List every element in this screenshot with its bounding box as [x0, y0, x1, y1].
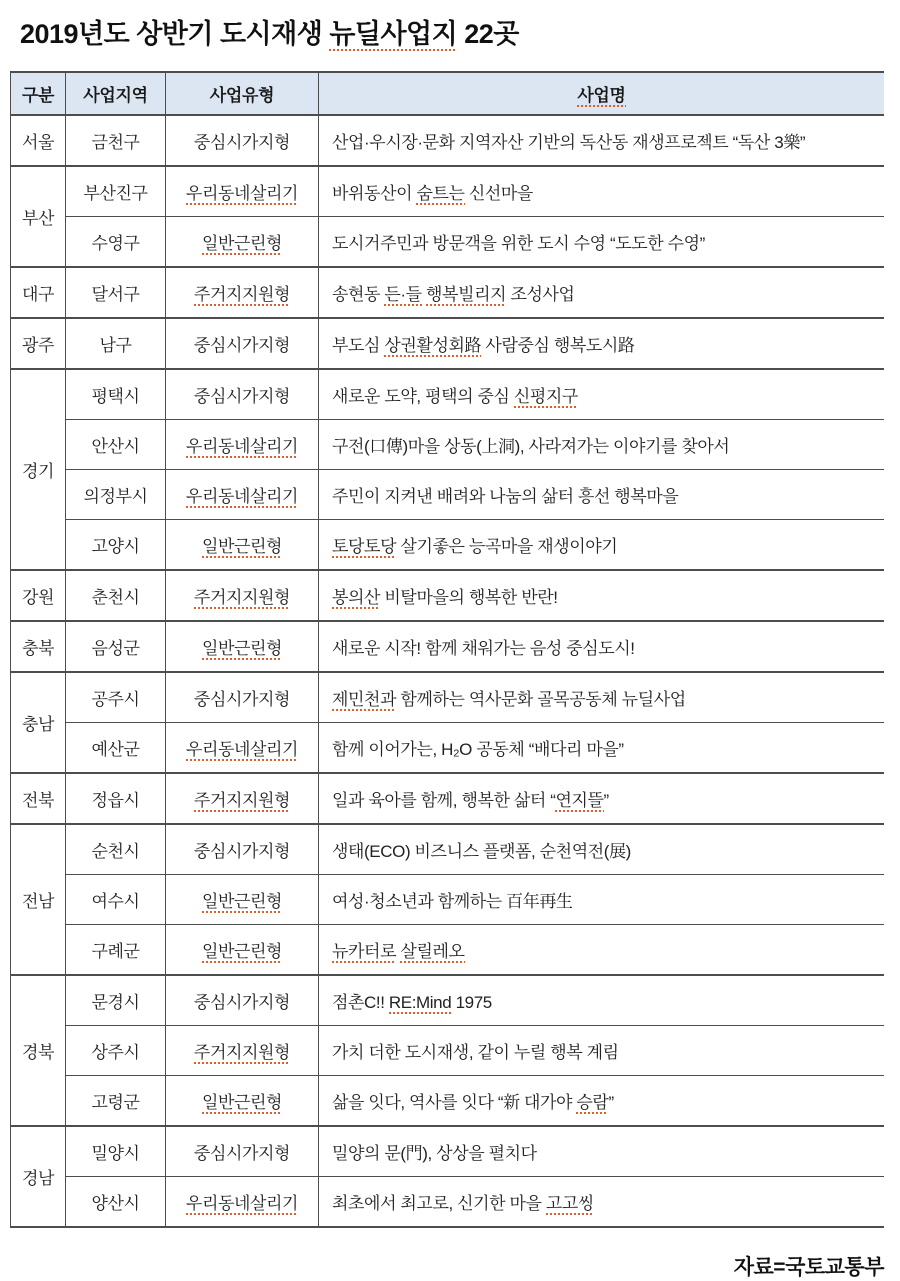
table-row — [11, 672, 885, 723]
spellcheck-underlined-text: 뉴카터로 — [332, 942, 397, 961]
project-name-cell — [319, 267, 885, 318]
type-cell — [166, 217, 319, 268]
table-row — [11, 824, 885, 875]
text-run: 살기좋은 능곡마을 재생이야기 — [396, 537, 618, 556]
source-credit: 자료=국토교통부 — [733, 1256, 884, 1279]
text-run: ” — [603, 791, 609, 810]
table-row — [11, 1076, 885, 1127]
type-cell — [166, 975, 319, 1026]
spellcheck-underlined-text: 일반근린형 — [201, 639, 283, 658]
spellcheck-underlined-text: 든·들 — [384, 285, 422, 304]
area-cell: 음성군 — [66, 621, 166, 672]
project-name-cell — [319, 520, 885, 571]
spellcheck-underlined-text: 우리동네살리기 — [185, 184, 299, 203]
type-cell — [166, 621, 319, 672]
type-cell — [166, 267, 319, 318]
text-run: 함께 이어가는, H₂O 공동체 “배다리 마을” — [332, 740, 624, 759]
spellcheck-underlined-text: RE:Mind — [388, 993, 452, 1012]
table-row — [11, 925, 885, 976]
text-run: 가치 더한 도시재생, 같이 누릴 행복 계림 — [332, 1043, 619, 1062]
text-run: 2019년도 상반기 도시재생 — [20, 19, 330, 49]
table-row — [11, 723, 885, 774]
text-run: 바위동산이 — [332, 184, 417, 203]
text-run: 최초에서 최고로, 신기한 마을 — [332, 1194, 546, 1213]
spellcheck-underlined-text: 상권활성회路 — [384, 336, 482, 355]
spellcheck-underlined-text: 일반근린형 — [201, 942, 283, 961]
project-name-cell — [319, 470, 885, 520]
region-cell: 서울 — [11, 115, 66, 166]
text-run: 도시거주민과 방문객을 위한 도시 수영 “도도한 수영” — [332, 234, 705, 253]
table-row — [11, 369, 885, 420]
type-cell — [166, 318, 319, 369]
page — [0, 16, 900, 1279]
type-cell — [166, 369, 319, 420]
table-row — [11, 420, 885, 470]
project-name-cell — [319, 672, 885, 723]
text-run: 비탈마을의 행복한 반란! — [380, 588, 558, 607]
spellcheck-underlined-text: 행복빌리지 — [426, 285, 507, 304]
text-run: 중심시가지형 — [193, 690, 291, 709]
table-row — [11, 1026, 885, 1076]
project-table — [10, 71, 884, 1228]
type-cell — [166, 520, 319, 571]
text-run: 삶을 잇다, 역사를 잇다 “新 대가야 — [332, 1093, 577, 1112]
spellcheck-underlined-text: 신평지구 — [513, 387, 578, 406]
type-cell — [166, 925, 319, 976]
project-name-cell — [319, 217, 885, 268]
project-name-cell — [319, 1076, 885, 1127]
project-name-cell — [319, 621, 885, 672]
header-label: 사업명 — [577, 86, 626, 105]
text-run: 생태(ECO) 비즈니스 플랫폼, 순천역전(展) — [332, 842, 631, 861]
text-run: 구전(口傳)마을 상동(上洞), 사라져가는 이야기를 찾아서 — [332, 437, 730, 456]
text-run: 조성사업 — [506, 285, 575, 304]
text-run: 1975 — [451, 993, 492, 1012]
spellcheck-underlined-text: 일반근린형 — [201, 1093, 283, 1112]
project-name-cell — [319, 420, 885, 470]
type-cell — [166, 672, 319, 723]
project-name-cell — [319, 1026, 885, 1076]
table-body — [11, 115, 885, 1227]
project-name-cell — [319, 1177, 885, 1228]
region-cell: 부산 — [11, 166, 66, 267]
project-name-cell — [319, 115, 885, 166]
table-row — [11, 621, 885, 672]
type-cell — [166, 1076, 319, 1127]
spellcheck-underlined-text: 우리동네살리기 — [185, 437, 299, 456]
text-run: 중심시가지형 — [193, 1144, 291, 1163]
project-name-cell — [319, 1126, 885, 1177]
spellcheck-underlined-text: 일반근린형 — [201, 892, 283, 911]
text-run: 산업·우시장·문화 지역자산 기반의 독산동 재생프로젝트 “독산 3樂” — [332, 133, 806, 152]
table-row — [11, 875, 885, 925]
spellcheck-underlined-text: 숨트는 — [416, 184, 465, 203]
project-name-cell — [319, 369, 885, 420]
header-label: 사업지역 — [83, 86, 148, 105]
region-cell: 전남 — [11, 824, 66, 975]
area-cell: 의정부시 — [66, 470, 166, 520]
area-cell: 정읍시 — [66, 773, 166, 824]
area-cell: 평택시 — [66, 369, 166, 420]
header-cell — [11, 72, 66, 115]
area-cell: 공주시 — [66, 672, 166, 723]
region-cell: 경남 — [11, 1126, 66, 1227]
type-cell — [166, 570, 319, 621]
text-run: 일과 육아를 함께, 행복한 삶터 “ — [332, 791, 556, 810]
table-row — [11, 217, 885, 268]
region-cell: 강원 — [11, 570, 66, 621]
project-name-cell — [319, 824, 885, 875]
page-title — [20, 16, 900, 52]
table-row — [11, 520, 885, 571]
project-name-cell — [319, 570, 885, 621]
spellcheck-underlined-text: 우리동네살리기 — [185, 1194, 299, 1213]
type-cell — [166, 115, 319, 166]
area-cell: 고양시 — [66, 520, 166, 571]
header-cell — [319, 72, 885, 115]
area-cell: 안산시 — [66, 420, 166, 470]
spellcheck-underlined-text: 고고씽 — [545, 1194, 594, 1213]
table-row — [11, 1126, 885, 1177]
table-row — [11, 975, 885, 1026]
area-cell: 부산진구 — [66, 166, 166, 217]
header-label: 구분 — [21, 86, 55, 105]
type-cell — [166, 1026, 319, 1076]
table-row — [11, 115, 885, 166]
region-cell: 경기 — [11, 369, 66, 570]
project-name-cell — [319, 166, 885, 217]
area-cell: 여수시 — [66, 875, 166, 925]
spellcheck-underlined-text: 주거지지원형 — [193, 1043, 291, 1062]
text-run: 중심시가지형 — [193, 387, 291, 406]
region-cell: 전북 — [11, 773, 66, 824]
text-run: 22곳 — [457, 19, 519, 49]
text-run: ” — [608, 1093, 614, 1112]
area-cell: 양산시 — [66, 1177, 166, 1228]
area-cell: 순천시 — [66, 824, 166, 875]
text-run: 부도심 — [332, 336, 385, 355]
text-run: 신선마을 — [464, 184, 533, 203]
text-run: 중심시가지형 — [193, 133, 291, 152]
text-run: 중심시가지형 — [193, 993, 291, 1012]
area-cell: 예산군 — [66, 723, 166, 774]
spellcheck-underlined-text: 주거지지원형 — [193, 588, 291, 607]
spellcheck-underlined-text: 토당토당 — [332, 537, 397, 556]
type-cell — [166, 875, 319, 925]
text-run: 중심시가지형 — [193, 336, 291, 355]
area-cell: 밀양시 — [66, 1126, 166, 1177]
table-row — [11, 773, 885, 824]
project-name-cell — [319, 925, 885, 976]
area-cell: 고령군 — [66, 1076, 166, 1127]
spellcheck-underlined-text: 제민천과 — [332, 690, 397, 709]
spellcheck-underlined-text: 살릴레오 — [400, 942, 465, 961]
region-cell: 충북 — [11, 621, 66, 672]
table-row — [11, 470, 885, 520]
text-run: 밀양의 문(門), 상상을 펼치다 — [332, 1144, 537, 1163]
header-cell — [66, 72, 166, 115]
table-row — [11, 267, 885, 318]
area-cell: 수영구 — [66, 217, 166, 268]
table-header-row — [11, 72, 885, 115]
table-row — [11, 166, 885, 217]
header-cell — [166, 72, 319, 115]
type-cell — [166, 824, 319, 875]
table-row — [11, 570, 885, 621]
region-cell: 대구 — [11, 267, 66, 318]
spellcheck-underlined-text: 봉의산 — [332, 588, 381, 607]
area-cell: 상주시 — [66, 1026, 166, 1076]
text-run: 새로운 시작! 함께 채워가는 음성 중심도시! — [332, 639, 635, 658]
text-run: 중심시가지형 — [193, 842, 291, 861]
region-cell: 경북 — [11, 975, 66, 1126]
type-cell — [166, 773, 319, 824]
table-row — [11, 318, 885, 369]
text-run: 여성·청소년과 함께하는 百年再生 — [332, 892, 573, 911]
area-cell: 문경시 — [66, 975, 166, 1026]
region-cell: 광주 — [11, 318, 66, 369]
spellcheck-underlined-text: 일반근린형 — [201, 234, 283, 253]
area-cell: 춘천시 — [66, 570, 166, 621]
project-name-cell — [319, 723, 885, 774]
text-run: 점촌C!! — [332, 993, 389, 1012]
spellcheck-underlined-text: 승람 — [576, 1093, 609, 1112]
table-header — [11, 72, 885, 115]
header-label: 사업유형 — [209, 86, 275, 105]
spellcheck-underlined-text: 일반근린형 — [201, 537, 283, 556]
text-run: 새로운 도약, 평택의 중심 — [332, 387, 514, 406]
text-run: 송현동 — [332, 285, 385, 304]
spellcheck-underlined-text: 주거지지원형 — [193, 285, 291, 304]
spellcheck-underlined-text: 우리동네살리기 — [185, 487, 299, 506]
spellcheck-underlined-text: 뉴딜사업지 — [329, 19, 458, 49]
type-cell — [166, 166, 319, 217]
type-cell — [166, 420, 319, 470]
project-name-cell — [319, 318, 885, 369]
spellcheck-underlined-text: 연지뜰 — [555, 791, 604, 810]
text-run: 사람중심 행복도시路 — [481, 336, 635, 355]
region-cell: 충남 — [11, 672, 66, 773]
area-cell: 달서구 — [66, 267, 166, 318]
area-cell: 금천구 — [66, 115, 166, 166]
project-name-cell — [319, 773, 885, 824]
type-cell — [166, 723, 319, 774]
text-run: 주민이 지켜낸 배려와 나눔의 삶터 흥선 행복마을 — [332, 487, 679, 506]
text-run: 함께하는 역사문화 골목공동체 뉴딜사업 — [396, 690, 686, 709]
spellcheck-underlined-text: 우리동네살리기 — [185, 740, 299, 759]
area-cell: 구례군 — [66, 925, 166, 976]
type-cell — [166, 1126, 319, 1177]
area-cell: 남구 — [66, 318, 166, 369]
project-name-cell — [319, 875, 885, 925]
type-cell — [166, 470, 319, 520]
table-row — [11, 1177, 885, 1228]
project-name-cell — [319, 975, 885, 1026]
type-cell — [166, 1177, 319, 1228]
spellcheck-underlined-text: 주거지지원형 — [193, 791, 291, 810]
